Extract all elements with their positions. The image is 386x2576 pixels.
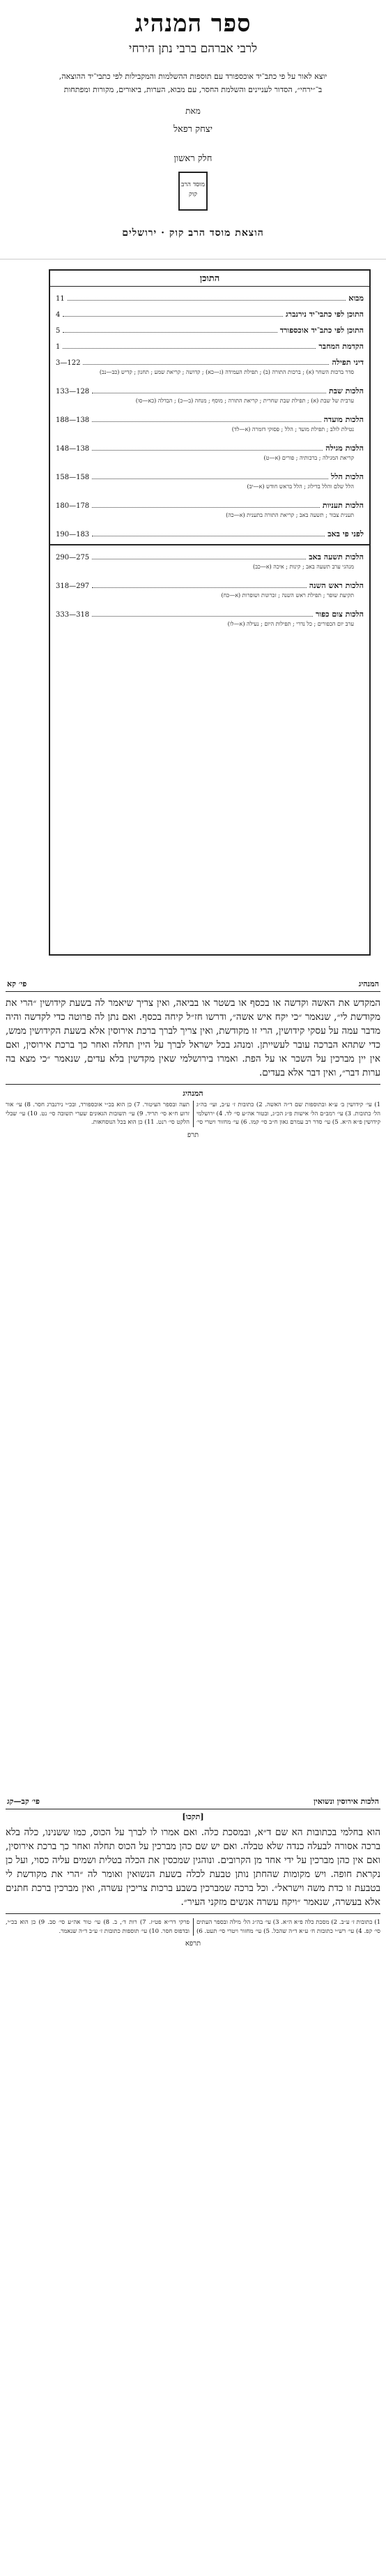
text-page-lower: [0, 1794, 386, 2576]
section-heading: המנהיג: [183, 1089, 203, 1098]
toc-entry: [56, 574, 364, 603]
toc-entry-subtopics: נטילת לולב ; תפילת מועד ; הלל ; פסוקי דזמרה (א—לד): [231, 426, 354, 432]
footnotes: 1) כתובות ז׳ ע״ב. 2) מסכת כלה פ״א ה״א. 3) עי׳ בה״ג הל׳ מילה ובספר העתים סי׳ קפ. 4) עי׳ רש״י כתובות ח׳ ע״א ד״ה שהכל. 5) עי׳ מחזור ויטרי סי׳ תעט. 6) פרקי דר״א פט״ז. 7) רות ד׳, ב. 8) עי׳ טור אה״ע סי׳ סב. 9) כן הוא בכ״י, ובדפוס חסר. 10) עי׳ תוספות כתובות ז׳ ע״ב ד״ה שנאמר.: [6, 1919, 380, 1935]
toc-entry: [56, 287, 364, 303]
toc-entry-line: [56, 379, 364, 396]
toc-entry-line: [56, 319, 364, 335]
toc-entry-title: הלכות תשעה באב: [309, 552, 364, 562]
toc-leader-dots: [92, 473, 328, 479]
toc-entry: [56, 303, 364, 319]
main-text: המקדש את האשה וקדשה או בכסף או בשטר או בביאה, ואין צריך שיאמר לה בשעת קידושין ״הרי את מקודשת לי״, שנאמר ״כי יקח איש אשה״, ודרשו חז״ל קיחה בכסף. ואם נתן לה פרוטה כדי לקדשה והיה מדבר עמה על עסקי קידושין, הרי זו מקודשת, ואין צריך לברך ברכת אירוסין אלא בשעת הקידושין ממש, כדי שתהא הברכה עובר לעשייתן. ומנהג בכל ישראל לברך על היין תחלה ואחר כך ברכת אירוסין, ואם אין יין מברכין על השכר או על הפת. ואמרו בירושלמי שאין מקדשין בלא עדים, שנאמר ״כי מצא בה ערות דבר״, ואין דבר אלא בעדים.: [6, 997, 380, 1078]
toc-entry-page: 180—178: [56, 502, 90, 510]
toc-heading: התוכן: [50, 271, 369, 287]
toc-entry: [56, 465, 364, 494]
toc-leader-dots: [92, 502, 320, 508]
toc-entry: [56, 335, 364, 351]
toc-entry-title: הלכות תעניות: [322, 501, 364, 510]
toc-entry-page: 1: [56, 343, 61, 351]
toc-leader-dots: [92, 582, 307, 588]
toc-box: [49, 269, 371, 956]
main-text: הוא בחלמי בכתובות הא שם ד״א, ובמסכת כלה. ואם אמרו לו לברך על הכוס, כמו ששנינו, כלה בלא ברכה אסורה לבעלה כנדה שלא טבלה. ואם יש שם כהן מברכין על הכוס תחלה ואחר כך ברכת אירוסין, ואם אין כהן מברכין על ידי אחד מן הקרובים. ונוהגין שמכסין את הכלה בטלית ושמים עליה כסוי, ועל כן נקראת חופה. ויש מקומות שהחתן נותן טבעת לכלה בשעת הנשואין ואומר לה ״הרי את מקודשת לי בטבעת זו כדת משה וישראל״. וכל ברכה שמברכין בשבע ברכות צריכין עשרה, ואין מברכין ברכת חתנים אלא בעשרה, שנאמר ״ויקח עשרה אנשים מזקני העיר״.: [6, 1827, 380, 1908]
toc-entry-page: 3—122: [56, 359, 81, 367]
toc-entry-line: [56, 408, 364, 424]
toc-entry-title: הלכות ראש השנה: [309, 581, 364, 590]
toc-entry-page: 188—138: [56, 416, 90, 424]
toc-leader-dots: [92, 610, 313, 617]
toc-entry: [56, 379, 364, 408]
toc-leader-dots: [92, 416, 321, 422]
toc-entry-page: 11: [56, 295, 65, 303]
toc-entry-page: 318—297: [56, 582, 90, 590]
toc-entry-line: [56, 437, 364, 453]
toc-entry-title: הלכות צום כפור: [315, 610, 364, 619]
toc-entry-subtopics: תענית צבור ; תשעה באב ; קריאת התורה בתענית (א—כה): [226, 512, 354, 518]
toc-entry: [56, 319, 364, 335]
toc-entry-title: התוכן לפי כתב־יד אוכספורד: [279, 326, 364, 335]
toc-entry-subtopics: תקיעת שופר ; תפילת ראש השנה ; זכרונות ושופרות (א—כח): [221, 592, 354, 598]
toc-entry-subtopics: מנהגי ערב תשעה באב ; קינות ; איכה (א—כב): [252, 564, 354, 570]
toc-entry-title: הלכות הלל: [331, 472, 364, 481]
toc-entry: [56, 437, 364, 465]
toc-leader-dots: [63, 342, 316, 349]
page-number: תרפא: [185, 1940, 201, 1948]
toc-entry-page: 4: [56, 311, 61, 319]
running-head: [6, 977, 380, 992]
toc-entry-page: 158—158: [56, 474, 90, 481]
toc-entry-subtopics: סדר ברכות השחר (א) ; ברכות התורה (ב) ; תפילת העמידה (ג—כא) ; קדושה ; קריאת שמע ; תחנון ; קדיש (כב—נב): [99, 369, 354, 375]
toc-entry-subtopics: ערבית של שבת (א) ; תפילת שבת שחרית ; קריאת התורה ; מוסף ; מנחה (ב—כ) ; הבדלה (כא—סו): [135, 398, 354, 404]
toc-leader-dots: [68, 294, 346, 301]
volume-part: חלק ראשון: [173, 153, 213, 164]
toc-leader-dots: [63, 326, 277, 333]
toc-leader-dots: [92, 530, 325, 536]
toc-entry-page: 190—183: [56, 531, 90, 538]
text-page-upper: [0, 977, 386, 1787]
toc-leader-dots: [83, 359, 329, 365]
toc-entry-title: מבוא: [348, 294, 364, 303]
running-head-left: פי׳ קב—קג: [7, 1797, 40, 1806]
toc-entry-line: [56, 522, 364, 538]
toc-entry-line: [56, 574, 364, 590]
book-description: יוצא לאור על פי כתב־יד אוכספורד עם תוספות ההשלמות והמקבילות לפי כתבי־יד ההוצאה, ב־״ירחי״, הסדור לעניינים והשלמת החסר, עם מבוא, הערות, ביאורים, מקורות ומפתחות: [59, 72, 327, 94]
toc-entry-line: [56, 351, 364, 367]
toc-entry-title: הקדמת המחבר: [318, 342, 364, 351]
page-number: תרפ: [187, 1131, 199, 1139]
toc-entry-subtopics: ערב יום הכפורים ; כל נדרי ; תפילות היום ; נעילה (א—לו): [227, 621, 354, 627]
toc-entry-line: [56, 545, 364, 562]
running-head-right: הלכות אירוסין ונשואין: [314, 1797, 379, 1806]
title-page-frame: [25, 6, 361, 252]
running-head-right: המנהיג: [358, 979, 379, 988]
toc-entry-title: הלכות מגילה: [325, 444, 364, 453]
toc-entry-line: [56, 335, 364, 351]
book-subtitle: לרבי אברהם ברבי נתן הירחי: [128, 42, 258, 56]
toc-entry-page: 148—138: [56, 445, 90, 453]
toc-entry-line: [56, 603, 364, 619]
book-title: ספר המנהיג: [134, 10, 252, 38]
toc-entry-subtopics: הלל שלם והלל בדילוג ; הלל בראש חודש (א—יב): [247, 483, 354, 490]
toc-entry: [56, 408, 364, 437]
title-page: [0, 0, 386, 259]
toc-leader-dots: [92, 444, 323, 451]
table-of-contents-page: [0, 269, 386, 970]
toc-entry: [56, 494, 364, 522]
running-head-left: פי׳ קא: [7, 979, 27, 988]
publisher-logo-icon: מוסד הרב קוק: [178, 172, 208, 211]
toc-entry-subtopics: קריאת המגילה ; ברכותיה ; פורים (א—ט): [263, 455, 354, 461]
toc-entry-page: 133—128: [56, 388, 90, 396]
toc-entry: [56, 522, 364, 538]
toc-entry-line: [56, 303, 364, 319]
toc-entry-page: 333—318: [56, 611, 90, 619]
toc-list: [50, 287, 369, 631]
toc-entry-title: התוכן לפי כתבי־יד נירנברג: [286, 310, 364, 319]
author-name: יצחק רפאל: [173, 124, 213, 135]
toc-entry-title: הלכות מועדה: [323, 415, 364, 424]
toc-entry-line: [56, 465, 364, 481]
toc-entry-title: לפני פי באב: [327, 529, 364, 538]
footnotes: 1) עי׳ קידושין ב׳ ע״א ובתוספות שם ד״ה האשה. 2) כתובות ז׳ ע״ב, ועי׳ בה״ג הל׳ כתובות. 3) עי׳ רמב״ם הל׳ אישות פ״ג הכ״ג, ובטור אה״ע סי׳ לד. 4) ירושלמי קידושין פ״א ה״א. 5) עי׳ סדר רב עמרם גאון ח״ב סי׳ קמו. 6) עי׳ מחזור ויטרי סי׳ תעה ובספר העיטור. 7) כן הוא בכ״י אוכספורד, ובכ״י נירנברג חסר. 8) עי׳ אור זרוע ח״א סי׳ תריד. 9) עי׳ תשובות הגאונים שערי תשובה סי׳ נט. 10) עי׳ שבלי הלקט סי׳ רנט. 11) כן הוא בכל הנוסחאות.: [6, 1101, 381, 1126]
section-heading: [תקכו]: [182, 1812, 204, 1821]
divider: [6, 1084, 380, 1085]
toc-entry-page: 290—275: [56, 554, 90, 562]
toc-entry: [56, 603, 364, 631]
toc-entry: [56, 545, 364, 574]
publisher-line: הוצאת מוסד הרב קוק · ירושלים: [122, 227, 264, 239]
toc-leader-dots: [92, 553, 306, 559]
toc-entry-title: דיני תפילה: [332, 358, 364, 367]
toc-entry-title: הלכות שבת: [329, 386, 364, 396]
toc-entry-page: 5: [56, 327, 61, 335]
toc-entry: [56, 351, 364, 379]
by-label: מאת: [185, 106, 201, 116]
running-head: [6, 1794, 380, 1809]
divider: [6, 1913, 380, 1914]
toc-leader-dots: [92, 387, 326, 393]
toc-leader-dots: [63, 310, 283, 317]
toc-entry-line: [56, 287, 364, 303]
toc-entry-line: [56, 494, 364, 510]
